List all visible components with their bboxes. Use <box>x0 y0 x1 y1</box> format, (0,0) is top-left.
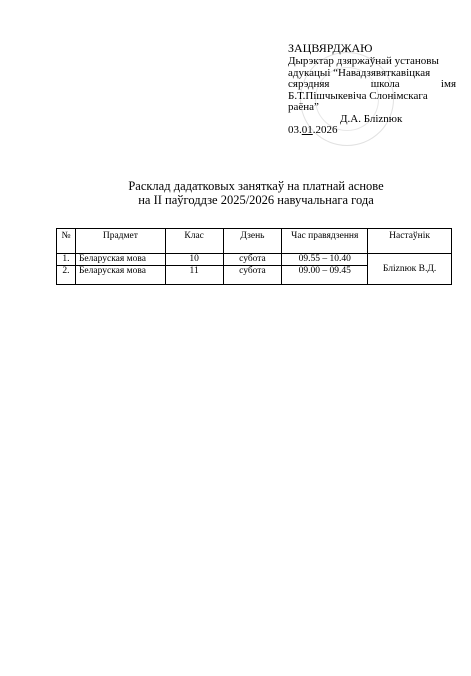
approval-line-4: Б.Т.Пішчыкевіча Слонімскага <box>288 89 428 102</box>
document-title-line-1: Расклад дадатковых заняткаў на платнай аснове <box>128 179 384 193</box>
approval-signer: Д.А. Бліznюк <box>340 112 403 125</box>
approval-line-2: адукацыі “Навадзявяткавіцкая <box>288 66 431 79</box>
approval-line-5: раёна” <box>288 101 319 113</box>
header-teacher: Настаўнік <box>368 229 452 254</box>
row-day: субота <box>223 254 282 266</box>
date-month: 01 <box>301 124 313 136</box>
schedule-table <box>56 228 452 285</box>
row-number: 1. <box>57 254 76 266</box>
approval-heading: ЗАЦВЯРДЖАЮ <box>288 41 373 55</box>
row-number: 2. <box>57 266 76 285</box>
row-time: 09.55 – 10.40 <box>282 254 368 266</box>
document-title-line-2: на ІІ паўгоддзе 2025/2026 навучальнага года <box>138 193 374 207</box>
row-time: 09.00 – 09.45 <box>282 266 368 285</box>
header-subject: Прадмет <box>75 229 165 254</box>
row-class: 11 <box>165 266 223 285</box>
header-class: Клас <box>165 229 223 254</box>
table-row <box>57 254 452 266</box>
approval-date <box>288 125 456 137</box>
row-subject: Беларуская мова <box>75 266 165 285</box>
date-prefix: 03. <box>288 124 302 136</box>
row-day: субота <box>223 266 282 285</box>
header-day: Дзень <box>223 229 282 254</box>
table-header-row <box>57 229 452 254</box>
row-teacher: Бліznюк В.Д. <box>368 254 452 285</box>
row-class: 10 <box>165 254 223 266</box>
date-suffix: .2026 <box>312 124 338 136</box>
header-number: № <box>57 229 76 254</box>
approval-line-1: Дырэктар дзяржаўнай установы <box>288 55 439 67</box>
approval-block <box>288 42 456 137</box>
row-subject: Беларуская мова <box>75 254 165 266</box>
approval-line-3: сярэдняя школа імя <box>288 78 456 90</box>
header-time: Час правядзення <box>282 229 368 254</box>
